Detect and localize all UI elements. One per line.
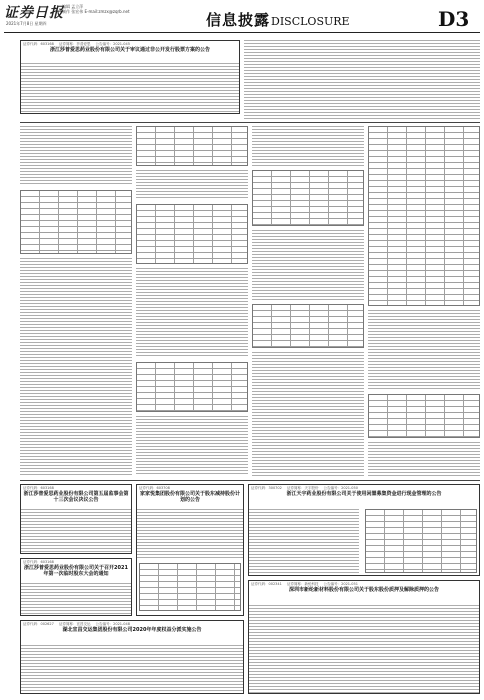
notice-title: 家家悦集团股份有限公司关于股东减持股份计划的公告 [139, 491, 240, 503]
notice-block [248, 484, 480, 576]
notice-body [21, 63, 239, 113]
notice-block [20, 558, 132, 616]
notice-body-column [244, 40, 480, 120]
newspaper-logo: 证券日报 [4, 5, 64, 21]
notice-block [20, 40, 240, 114]
data-table [365, 509, 477, 573]
data-table [368, 126, 480, 306]
stock-code: 证券代码：603168 [23, 560, 54, 564]
stock-abbr: 证券简称：宜昌交运 [59, 622, 91, 626]
data-table [136, 204, 248, 264]
notice-block [136, 484, 244, 616]
section-title-en: DISCLOSURE [271, 15, 350, 28]
masthead-rule [4, 32, 480, 33]
producer-line: 制作 张宏伟 E-mail:zmzx@zqrb.net [62, 9, 130, 14]
masthead [0, 0, 484, 36]
section-divider [20, 122, 480, 123]
notice-number: 公告编号：2021-045 [95, 42, 130, 46]
issue-date: 2021年7月8日 星期四 [6, 21, 47, 26]
stock-code: 证券代码：002341 [251, 582, 282, 586]
notice-body [137, 509, 243, 559]
notice-title: 浙江莎普爱思药业股份有限公司第五届监事会第十三次会议决议公告 [23, 491, 129, 503]
notice-block [20, 484, 132, 554]
notice-number: 公告编号：2021-050 [323, 486, 358, 490]
stock-abbr: 证券简称：新纶科技 [287, 582, 319, 586]
data-table [136, 126, 248, 166]
stock-code: 证券代码：603168 [23, 486, 54, 490]
stock-code: 证券代码：300702 [251, 486, 282, 490]
notice-title: 湖北宜昌交运集团股份有限公司2020年年度权益分派实施公告 [62, 627, 202, 633]
notice-number: 公告编号：2021-048 [95, 622, 130, 626]
stock-code: 证券代码：603168 [23, 42, 54, 46]
notice-block [20, 620, 244, 694]
stock-code: 证券代码：002627 [23, 622, 54, 626]
notice-body-column [368, 126, 480, 476]
section-divider [20, 480, 480, 481]
notice-number: 公告编号：2021-051 [323, 582, 358, 586]
notice-block [248, 580, 480, 694]
data-table [136, 362, 248, 412]
data-table [252, 304, 364, 348]
notice-body [21, 583, 131, 615]
section-title-cn: 信息披露 [206, 11, 271, 29]
notice-title: 浙江莎普爱思药业股份有限公司关于召开2021年第一次临时股东大会的通知 [24, 565, 128, 577]
editor-line: 编辑 孟立萍 [62, 4, 84, 9]
notice-body [21, 509, 131, 553]
stock-abbr: 证券简称：莎普爱思 [59, 42, 91, 46]
notice-body [21, 645, 243, 693]
stock-code: 证券代码：603708 [139, 486, 170, 490]
notice-title: 浙江莎普爱思药业股份有限公司关于审议通过非公开发行股票方案的公告 [49, 47, 210, 53]
notice-title: 浙江天宇药业股份有限公司关于使用闲置募集资金进行现金管理的公告 [286, 491, 442, 497]
section-title [206, 9, 350, 30]
notice-body-column [20, 126, 132, 476]
notice-body [249, 605, 479, 693]
notice-body-column [136, 126, 248, 476]
data-table [252, 170, 364, 226]
data-table [20, 190, 132, 254]
notice-body [249, 509, 359, 575]
notice-title: 深圳市新纶新材料股份有限公司关于股东股份质押及解除质押的公告 [288, 587, 439, 593]
data-table [139, 563, 241, 611]
stock-abbr: 证券简称：天宇股份 [287, 486, 319, 490]
page-number: D3 [438, 7, 470, 31]
data-table [368, 394, 480, 438]
editor-credits [62, 4, 130, 14]
notice-body-column [252, 126, 364, 476]
